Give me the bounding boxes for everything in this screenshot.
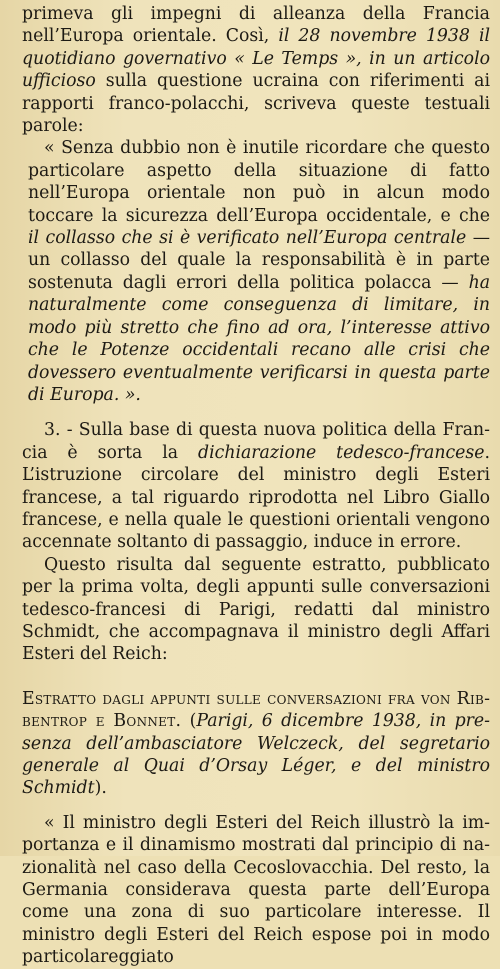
paragraph-section-3 xyxy=(22,419,490,553)
p3-italic-dichiarazione: dichiarazione tedesco-francese xyxy=(198,442,485,463)
p5-smallcaps-title: Estratto dagli appunti sulle conversazioni fra von Ribbentrop e Bonnet. xyxy=(22,688,490,732)
p1-italic-le-temps: il 28 novembre 1938 il quotidiano governativo « Le Temps », in un articolo ufficioso xyxy=(22,26,491,92)
p2-text-c: — un collasso del quale la responsabilità è in parte sostenuta dagli errori della politica polacca — xyxy=(28,228,490,293)
p2-text-a: « Senza dubbio non è inutile ricordare che questo particolare aspetto della situazione di fatto nell’Europa orientale non può in alcun modo toccare la sicurezza dell’Europa occidentale, e che xyxy=(28,138,490,226)
paragraph-reich-minister: « Il ministro degli Esteri del Reich illustrò la importanza e il dinamismo mostrati dal principio di nazionalità nel caso della Cecoslovacchia. Del resto, la Germania considerava questa parte dell’Europa come una zona di suo particolare interesse. Il ministro degli Esteri del Reich espose poi in modo particolareggiato xyxy=(22,812,490,968)
p1-text-a: primeva gli impegni di alleanza della Francia nell’Europa orientale. Così, xyxy=(22,4,490,47)
paragraph-extract-intro: Questo risulta dal seguente estratto, pubblicato per la prima volta, degli appunti sulle conversazioni tedesco-francesi di Parigi, redatti dal ministro Schmidt, che accompagnava il ministro degli Affari Esteri del Reich: xyxy=(22,554,490,665)
p3-text-c: . L’istruzione circolare del ministro degli Esteri francese, a tal riguardo riprodotta nel Libro Giallo francese, e nella quale le questioni orientali vengono accennate soltanto di passaggio, induce in errore. xyxy=(22,442,490,553)
p2-italic-collasso: il collasso che si è verificato nell’Europa centrale xyxy=(28,228,467,249)
paragraph-le-temps-quote xyxy=(28,137,490,406)
p5-italic-details: Parigi, 6 dicembre 1938, in presenza dell’ambasciatore Welczeck, del segretario generale al Quai d’Orsay Léger, e del ministro Schmidt xyxy=(22,711,490,799)
paragraph-alliance-commitments xyxy=(22,3,490,137)
p2-italic-conseguenza: ha naturalmente come conseguenza di limitare, in modo più stretto che fino ad ora, l’interesse attivo che le Potenze occidentali recano alle crisi che dovessero eventualmente verificarsi in questa parte di Europa. ». xyxy=(28,272,490,405)
p5-paren-close: ). xyxy=(94,778,107,799)
paragraph-extract-heading xyxy=(22,688,490,800)
le-temps-quotation xyxy=(22,137,490,406)
p1-text-c: sulla questione ucraina con riferimenti ai rapporti franco-polacchi, scriveva queste testuali parole: xyxy=(22,71,490,137)
p5-paren-open: ( xyxy=(181,711,197,732)
p3-text-a: 3. - Sulla base di questa nuova politica della Francia è sorta la xyxy=(22,420,490,463)
